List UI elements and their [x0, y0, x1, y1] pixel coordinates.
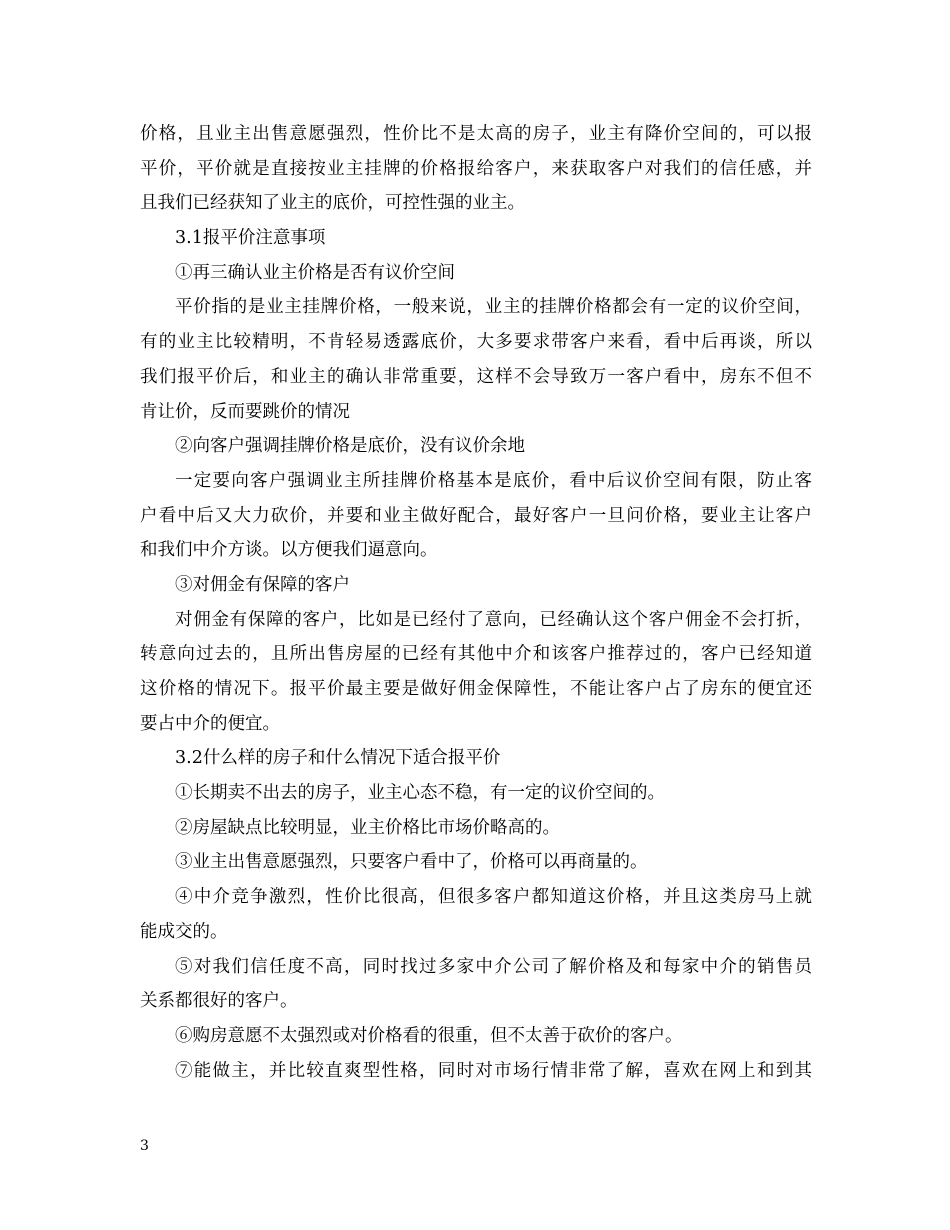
text-line: ③对佣金有保障的客户 — [175, 574, 350, 595]
text-line: 我们报平价后，和业主的确认非常重要，这样不会导致万一客户看中，房东不但不 — [140, 366, 812, 387]
text-line: ⑥购房意愿不太强烈或对价格看的很重，但不太善于砍价的客户。 — [175, 1025, 683, 1046]
text-line: 和我们中介方谈。以方便我们逼意向。 — [140, 540, 438, 561]
text-line: 有的业主比较精明，不肯轻易透露底价，大多要求带客户来看，看中后再谈，所以 — [140, 332, 812, 353]
text-line: ②向客户强调挂牌价格是底价，没有议价余地 — [175, 436, 525, 457]
text-line: 3.1报平价注意事项 — [175, 228, 326, 249]
text-line: ①长期卖不出去的房子，业主心态不稳，有一定的议价空间的。 — [175, 783, 665, 804]
text-line: 关系都很好的客户。 — [140, 991, 298, 1012]
text-line: 3.2什么样的房子和什么情况下适合报平价 — [175, 748, 501, 769]
text-line: ①再三确认业主价格是否有议价空间 — [175, 262, 455, 283]
text-line: 且我们已经获知了业主的底价，可控性强的业主。 — [140, 193, 525, 214]
text-line: 转意向过去的，且所出售房屋的已经有其他中介和该客户推荐过的，客户已经知道 — [140, 644, 812, 665]
text-line: 要占中介的便宜。 — [140, 713, 280, 734]
text-line: ③业主出售意愿强烈，只要客户看中了，价格可以再商量的。 — [175, 852, 648, 873]
text-line: 户看中后又大力砍价，并要和业主做好配合，最好客户一旦问价格，要业主让客户 — [140, 505, 812, 526]
text-line: 肯让价，反而要跳价的情况 — [140, 401, 350, 422]
text-line: 能成交的。 — [140, 921, 228, 942]
text-line: ⑤对我们信任度不高，同时找过多家中介公司了解价格及和每家中介的销售员 — [175, 956, 812, 977]
page-number: 3 — [140, 1138, 149, 1154]
text-line: 平价，平价就是直接按业主挂牌的价格报给客户，来获取客户对我们的信任感，并 — [140, 158, 812, 179]
text-line: 这价格的情况下。报平价最主要是做好佣金保障性，不能让客户占了房东的便宜还 — [140, 679, 812, 699]
text-line: ④中介竞争激烈，性价比很高，但很多客户都知道这价格，并且这类房马上就 — [175, 887, 812, 908]
text-line: ②房屋缺点比较明显，业主价格比市场价略高的。 — [175, 817, 560, 838]
text-line: ⑦能做主，并比较直爽型性格，同时对市场行情非常了解，喜欢在网上和到其 — [175, 1060, 812, 1081]
text-line: 一定要向客户强调业主所挂牌价格基本是底价，看中后议价空间有限，防止客 — [175, 470, 812, 491]
text-line: 平价指的是业主挂牌价格，一般来说，业主的挂牌价格都会有一定的议价空间， — [175, 297, 812, 318]
body-text — [140, 117, 812, 1088]
text-line: 价格，且业主出售意愿强烈，性价比不是太高的房子，业主有降价空间的，可以报 — [140, 124, 812, 144]
text-line: 对佣金有保障的客户，比如是已经付了意向，已经确认这个客户佣金不会打折， — [175, 609, 812, 630]
